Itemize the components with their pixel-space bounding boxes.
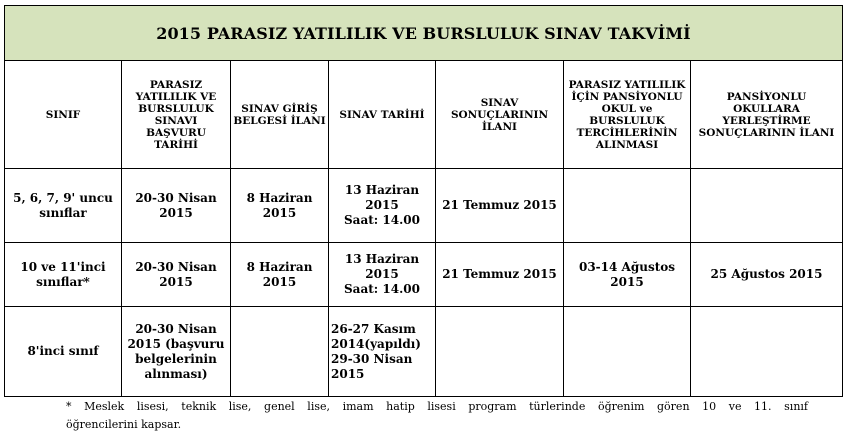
header-sinif: SINIF xyxy=(5,61,122,169)
header-sinav-tarihi: SINAV TARİHİ xyxy=(329,61,436,169)
table-title: 2015 PARASIZ YATILILIK VE BURSLULUK SINAV TAKVİMİ xyxy=(5,6,843,61)
cell-sinif: 5, 6, 7, 9' uncu sınıflar xyxy=(5,169,122,243)
header-giris-belgesi: SINAV GİRİŞ BELGESİ İLANI xyxy=(231,61,329,169)
title-row xyxy=(5,6,843,61)
exam-date-second: 29-30 Nisan 2015 xyxy=(331,351,413,381)
cell-sinif: 8'inci sınıf xyxy=(5,307,122,397)
footnote-line-2: öğrencilerini kapsar. xyxy=(66,418,182,431)
exam-date: 26-27 Kasım 2014(yapıldı) xyxy=(331,321,421,351)
cell-basvuru: 20-30 Nisan 2015 xyxy=(122,169,231,243)
cell-basvuru: 20-30 Nisan 2015 (başvuru belgelerinin alınması) xyxy=(122,307,231,397)
cell-tercih xyxy=(564,169,691,243)
header-tercih: PARASIZ YATILILIK İÇİN PANSİYONLU OKUL ve BURSLULUK TERCİHLERİNİN ALINMASI xyxy=(564,61,691,169)
cell-yerlestirme xyxy=(691,307,843,397)
cell-basvuru: 20-30 Nisan 2015 xyxy=(122,243,231,307)
cell-giris-belgesi: 8 Haziran 2015 xyxy=(231,169,329,243)
cell-giris-belgesi: 8 Haziran 2015 xyxy=(231,243,329,307)
cell-yerlestirme xyxy=(691,169,843,243)
header-basvuru: PARASIZ YATILILIK VE BURSLULUK SINAVI BAŞVURU TARİHİ xyxy=(122,61,231,169)
cell-sinav-tarihi xyxy=(329,307,436,397)
cell-sonuc: 21 Temmuz 2015 xyxy=(436,169,564,243)
cell-sinif: 10 ve 11'inci sınıflar* xyxy=(5,243,122,307)
header-sinav-sonuclari: SINAV SONUÇLARININ İLANI xyxy=(436,61,564,169)
table-row xyxy=(5,243,843,307)
exam-time: Saat: 14.00 xyxy=(344,282,420,296)
exam-date: 13 Haziran 2015 xyxy=(344,183,420,212)
cell-giris-belgesi xyxy=(231,307,329,397)
cell-tercih: 03-14 Ağustos 2015 xyxy=(564,243,691,307)
header-row xyxy=(5,61,843,169)
cell-sonuc: 21 Temmuz 2015 xyxy=(436,243,564,307)
cell-tercih xyxy=(564,307,691,397)
cell-yerlestirme: 25 Ağustos 2015 xyxy=(691,243,843,307)
exam-calendar-table xyxy=(4,5,843,397)
exam-time: Saat: 14.00 xyxy=(344,213,420,227)
table-row xyxy=(5,307,843,397)
footnote-line-1: * Meslek lisesi, teknik lise, genel lise, imam hatip lisesi program türlerinde öğrenim gören 10 ve 11. sınıf xyxy=(66,400,808,413)
cell-sonuc xyxy=(436,307,564,397)
cell-sinav-tarihi xyxy=(329,169,436,243)
table-row xyxy=(5,169,843,243)
header-yerlestirme: PANSİYONLU OKULLARA YERLEŞTİRME SONUÇLARININ İLANI xyxy=(691,61,843,169)
cell-sinav-tarihi xyxy=(329,243,436,307)
exam-date: 13 Haziran 2015 xyxy=(344,252,420,281)
